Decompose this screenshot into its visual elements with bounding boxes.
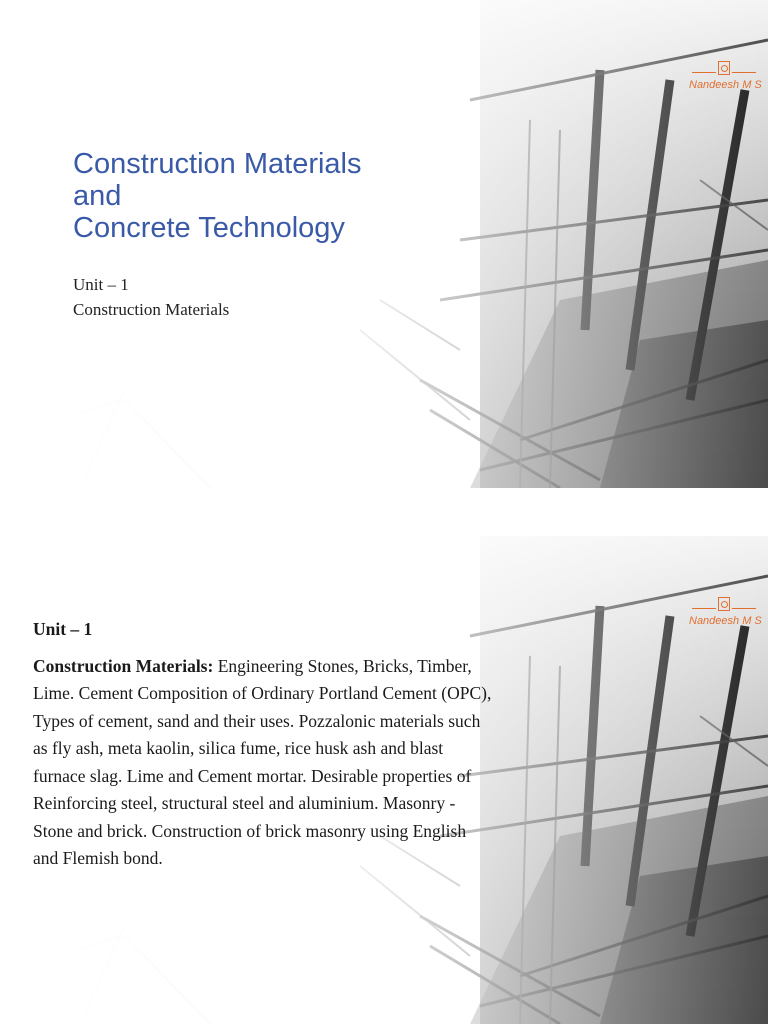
topic-lead: Construction Materials: (33, 655, 214, 676)
unit-heading: Unit – 1 (33, 619, 93, 639)
slide-subtitle (73, 272, 229, 322)
building-background-image (0, 0, 768, 488)
title-line-2: and (73, 180, 122, 212)
title-slide (0, 0, 768, 488)
logo-text: Nandeesh M S (689, 615, 762, 627)
author-logo (684, 60, 768, 96)
logo-mark-icon (718, 61, 730, 75)
topic-list: Engineering Stones, Bricks, Timber, Lime. Cement Composition of Ordinary Portland Cement (OPC), Types of cement, sand and their uses. Pozzalonic materials such as fly ash, meta kaolin, silica fume, rice husk ash and blast furnace slag. Lime and Cement mortar. Desirable properties of Reinforcing steel, structural steel and aluminium. Masonry - Stone and brick. Construction of brick masonry using English and Flemish bond. (33, 655, 492, 868)
syllabus-content (33, 616, 493, 873)
syllabus-paragraph (33, 653, 493, 873)
author-logo (684, 596, 768, 632)
title-line-3: Concrete Technology (73, 212, 345, 244)
logo-text: Nandeesh M S (689, 79, 762, 91)
logo-mark-icon (718, 597, 730, 611)
subtitle-line-2: Construction Materials (73, 300, 230, 319)
content-slide (0, 536, 768, 1024)
title-line-1: Construction Materials (73, 148, 362, 180)
subtitle-line-1: Unit – 1 (73, 275, 129, 294)
slide-title (73, 148, 362, 244)
